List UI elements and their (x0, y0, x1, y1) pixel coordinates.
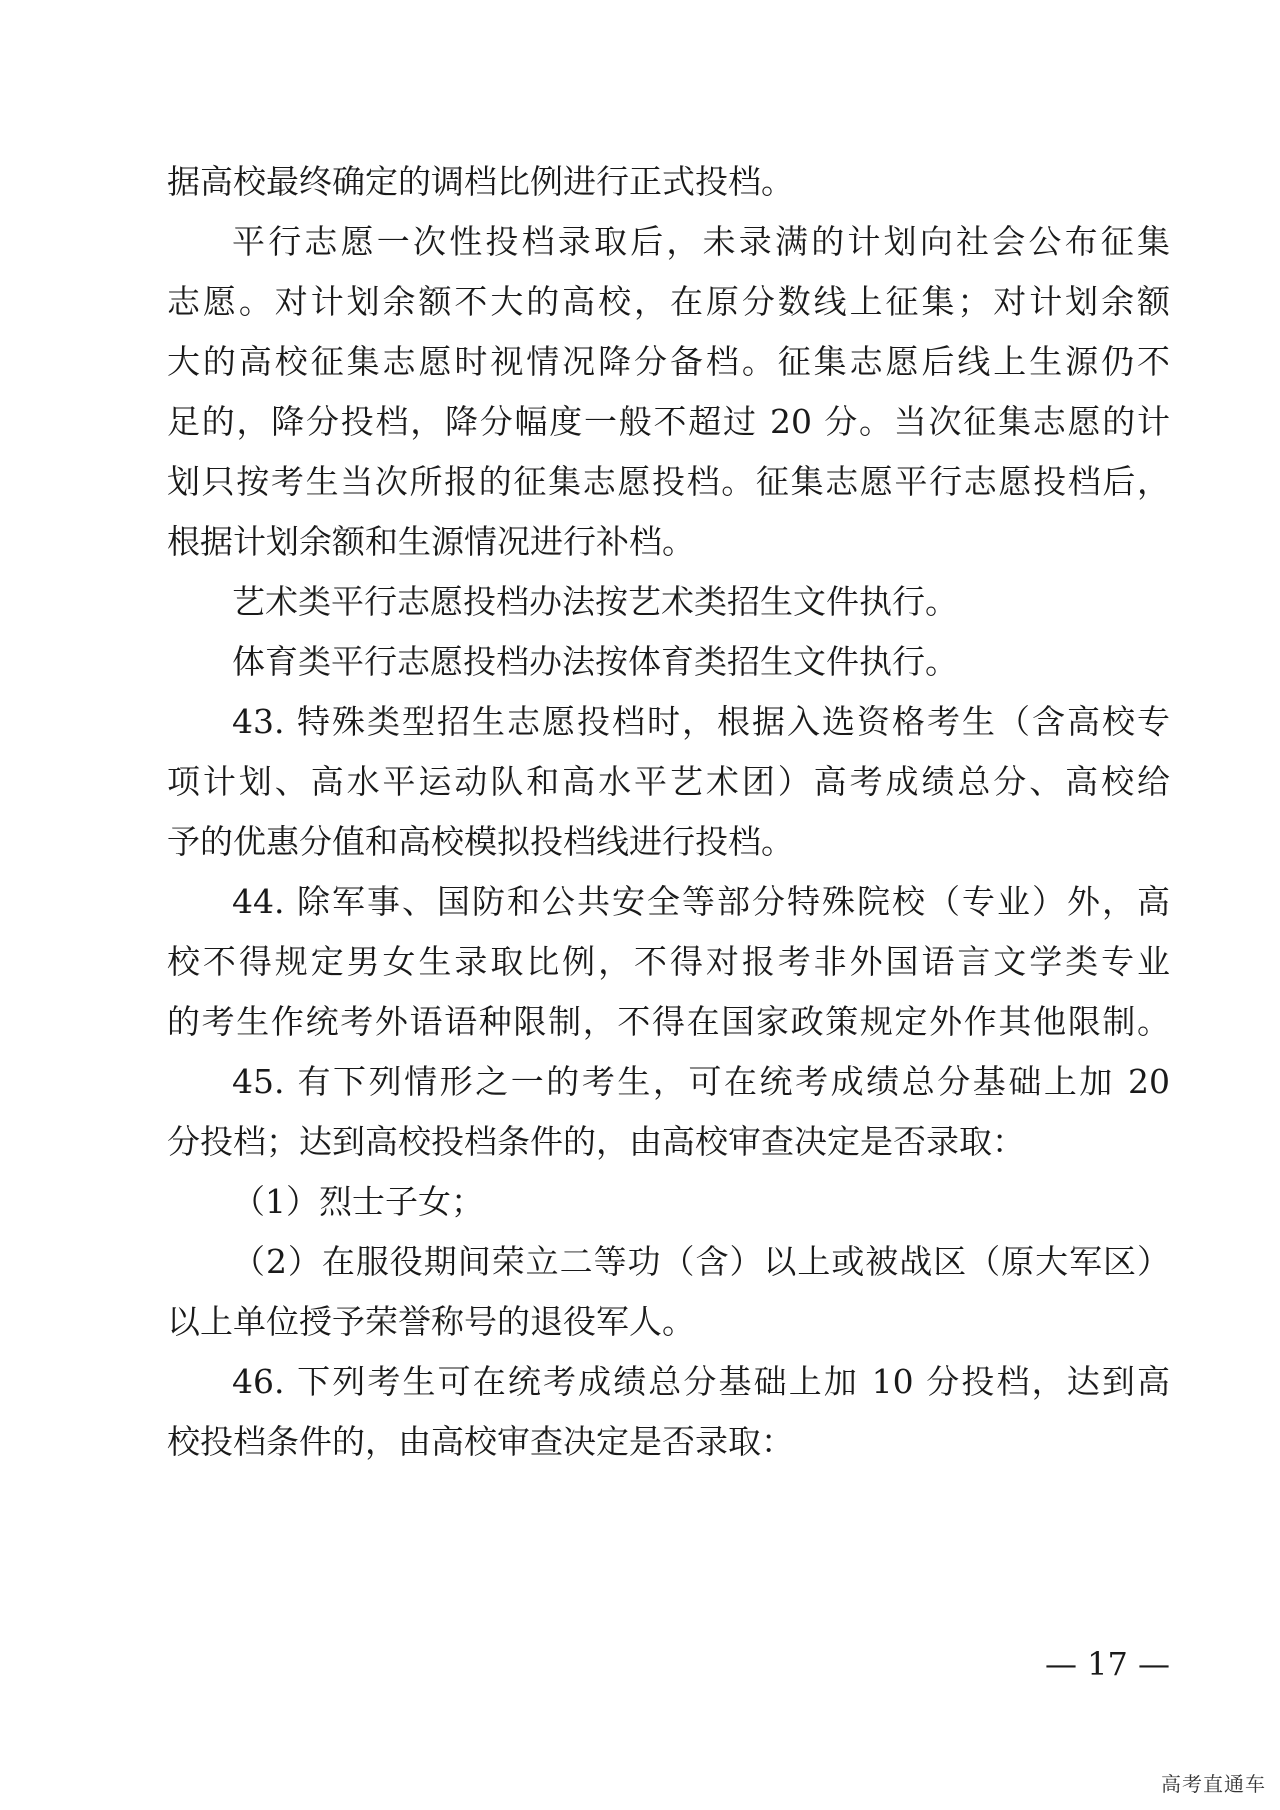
text-line-content: 46. 下列考生可在统考成绩总分基础上加 10 分投档，达到高 (232, 1362, 1170, 1401)
text-line-content: 平行志愿一次性投档录取后，未录满的计划向社会公布征集 (232, 222, 1170, 261)
text-line-content: （1）烈士子女； (232, 1182, 484, 1221)
text-line (0, 448, 1280, 516)
watermark: 高考直通车 (1161, 1772, 1266, 1796)
text-line-content: 予的优惠分值和高校模拟投档线进行投档。 (167, 822, 794, 861)
text-line (0, 508, 1280, 576)
text-line (0, 568, 1280, 636)
text-line-content: 45. 有下列情形之一的考生，可在统考成绩总分基础上加 20 (232, 1062, 1170, 1101)
text-line-content: 44. 除军事、国防和公共安全等部分特殊院校（专业）外，高 (232, 882, 1170, 921)
page-number: — 17 — (1044, 1645, 1170, 1683)
text-line (0, 1348, 1280, 1416)
text-line-content: 划只按考生当次所报的征集志愿投档。征集志愿平行志愿投档后， (167, 462, 1170, 501)
text-line (0, 388, 1280, 456)
text-line-content: 的考生作统考外语语种限制，不得在国家政策规定外作其他限制。 (167, 1002, 1170, 1041)
text-line-content: 分投档；达到高校投档条件的，由高校审查决定是否录取： (167, 1122, 1025, 1161)
text-line (0, 208, 1280, 276)
text-line (0, 868, 1280, 936)
text-line (0, 988, 1280, 1056)
text-line (0, 1168, 1280, 1236)
text-line-content: 据高校最终确定的调档比例进行正式投档。 (167, 162, 794, 201)
text-line (0, 628, 1280, 696)
text-line-content: 项计划、高水平运动队和高水平艺术团）高考成绩总分、高校给 (167, 762, 1170, 801)
text-line (0, 748, 1280, 816)
text-line-content: 足的，降分投档，降分幅度一般不超过 20 分。当次征集志愿的计 (167, 402, 1170, 441)
text-line (0, 1048, 1280, 1116)
text-line (0, 268, 1280, 336)
text-line-content: 以上单位授予荣誉称号的退役军人。 (167, 1302, 695, 1341)
text-line-content: 校投档条件的，由高校审查决定是否录取： (167, 1422, 794, 1461)
text-line-content: 43. 特殊类型招生志愿投档时，根据入选资格考生（含高校专 (232, 702, 1170, 741)
text-line (0, 808, 1280, 876)
text-line-content: 大的高校征集志愿时视情况降分备档。征集志愿后线上生源仍不 (167, 342, 1170, 381)
text-line (0, 1288, 1280, 1356)
text-line (0, 1108, 1280, 1176)
text-line-content: 校不得规定男女生录取比例，不得对报考非外国语言文学类专业 (167, 942, 1170, 981)
text-line-content: 志愿。对计划余额不大的高校，在原分数线上征集；对计划余额 (167, 282, 1170, 321)
text-line-content: 根据计划余额和生源情况进行补档。 (167, 522, 695, 561)
text-line (0, 1408, 1280, 1476)
text-line (0, 328, 1280, 396)
text-line-content: 体育类平行志愿投档办法按体育类招生文件执行。 (232, 642, 958, 681)
text-line (0, 928, 1280, 996)
text-line-content: （2）在服役期间荣立二等功（含）以上或被战区（原大军区） (232, 1242, 1170, 1281)
text-line (0, 148, 1280, 216)
text-line-content: 艺术类平行志愿投档办法按艺术类招生文件执行。 (232, 582, 958, 621)
text-line (0, 1228, 1280, 1296)
text-line (0, 688, 1280, 756)
